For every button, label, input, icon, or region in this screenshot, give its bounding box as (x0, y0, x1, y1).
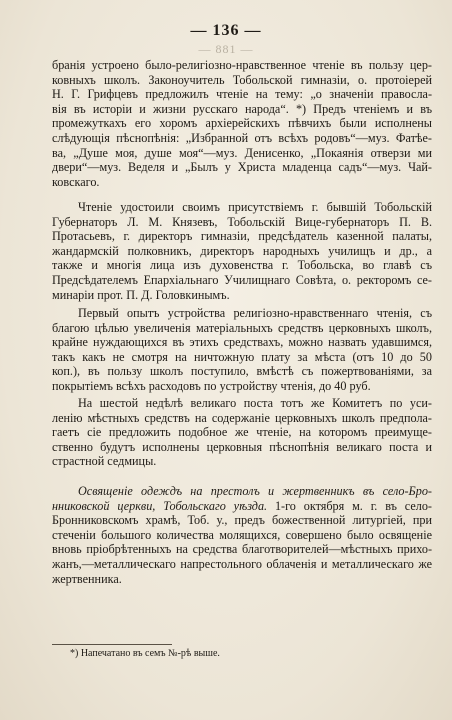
text-line: также и многія лица изъ духовенства г. Тобольска, во главѣ съ (52, 258, 432, 273)
text-line: промежуткахъ его хоромъ архіерейскихъ пѣвчихъ были исполнены (52, 116, 432, 131)
text-line: Предсѣдателемъ Епархіальнаго Училищнаго Совѣта, о. ректоромъ се- (52, 272, 432, 287)
text-line: гаетъ сіе предложить подобное же чтеніе, на которомъ преимуще- (52, 425, 432, 440)
text-line: ва, „Душе моя, душе моя“—муз. Денисенко, „Покаянія отверзи ми (52, 145, 432, 160)
page-number: — 136 — (190, 22, 262, 39)
text-line: Н. Г. Грифцевъ предложилъ чтеніе на тему: „о значеніи правосла- (52, 87, 432, 102)
text-fragment: 1-го октября м. г. въ село- (267, 498, 432, 513)
text-line: ственно будутъ исполнены церковныя пѣснопѣнія великаго поста и (52, 439, 432, 454)
paragraph-2 (52, 200, 432, 302)
text-line: Первый опытъ устройства религіозно-нравственнаго чтенія, съ (78, 306, 432, 320)
text-line: коп.), въ пользу школъ поступило, вмѣстѣ съ пожертвованіями, за (52, 364, 432, 379)
text-line: такъ какъ не смотря на ничтожную плату за мѣста (отъ 10 до 50 (52, 349, 432, 364)
text-line: минаріи прот. П. Д. Головкинымъ. (52, 287, 230, 302)
text-line: жертвенника. (52, 571, 122, 586)
paragraph-4 (52, 396, 432, 469)
text-line: слѣдующія пѣснопѣнія: „Избранной отъ всѣхъ родовъ“—муз. Фатѣе- (52, 130, 432, 145)
text-line: Бронниковскомъ храмѣ, Тоб. у., предъ божественной литургіей, при (52, 513, 432, 528)
text-line: жандармскій полковникъ, директоръ народныхъ училищъ и др., а (52, 243, 432, 258)
section-heading-line: Освященіе одеждъ на престолъ и жертвенникъ въ село-Бро- (78, 484, 432, 498)
text-line: ковскаго. (52, 174, 100, 189)
text-line: благою цѣлью увеличенія матеріальныхъ средствъ церковныхъ школъ, (52, 320, 432, 335)
footnote: *) Напечатано въ семъ №-рѣ выше. (70, 648, 220, 659)
text-line: вновь пріобрѣтенныхъ на средства благотворителей—мѣстныхъ прихо- (52, 542, 432, 557)
text-line: На шестой недѣлѣ великаго поста тотъ же Комитетъ по уси- (78, 396, 432, 410)
text-line: вія въ исторіи и жизни русскаго народа“. *) Предъ чтеніемъ и въ (52, 101, 432, 116)
text-line: стеченіи большого количества молящихся, совершено было освященіе (52, 527, 432, 542)
text-line (52, 499, 432, 514)
paragraph-5 (52, 484, 432, 586)
text-line: крайне нуждающихся въ этихъ средствахъ, можно назвать удавшимся, (52, 335, 432, 350)
ghost-page-number: — 881 — (198, 42, 254, 56)
text-line: двери“—муз. Веделя и „Былъ у Христа младенца садъ“—муз. Чай- (52, 160, 432, 175)
text-line: страстной седмицы. (52, 454, 157, 469)
text-line: бранія устроено было-религіозно-нравственное чтеніе въ пользу цер- (52, 58, 432, 72)
text-line: Губернаторъ Л. М. Князевъ, Тобольскій Вице-губернаторъ П. В. (52, 214, 432, 229)
text-line: Протасьевъ, г. директоръ гимназіи, предсѣдатель казенной палаты, (52, 229, 432, 244)
footnote-divider (52, 644, 172, 645)
section-heading-line: нниковской церкви, Тобольскаго уѣзда. (52, 498, 268, 513)
text-line: ковныхъ школъ. Законоучитель Тобольской гимназіи, о. протоіерей (52, 72, 432, 87)
text-line: Чтеніе удостоили своимъ присутствіемъ г. бывшій Тобольскій (78, 200, 432, 214)
paragraph-3 (52, 306, 432, 394)
paragraph-1 (52, 58, 432, 189)
text-line: жанъ,—металлическаго напрестольного облаченія и металлическаго же (52, 556, 432, 571)
text-line: покрытіемъ всѣхъ расходовъ по устройству чтенія, до 40 руб. (52, 378, 371, 393)
text-line: ленію мѣстныхъ средствъ на содержаніе церковныхъ школъ предпола- (52, 410, 432, 425)
